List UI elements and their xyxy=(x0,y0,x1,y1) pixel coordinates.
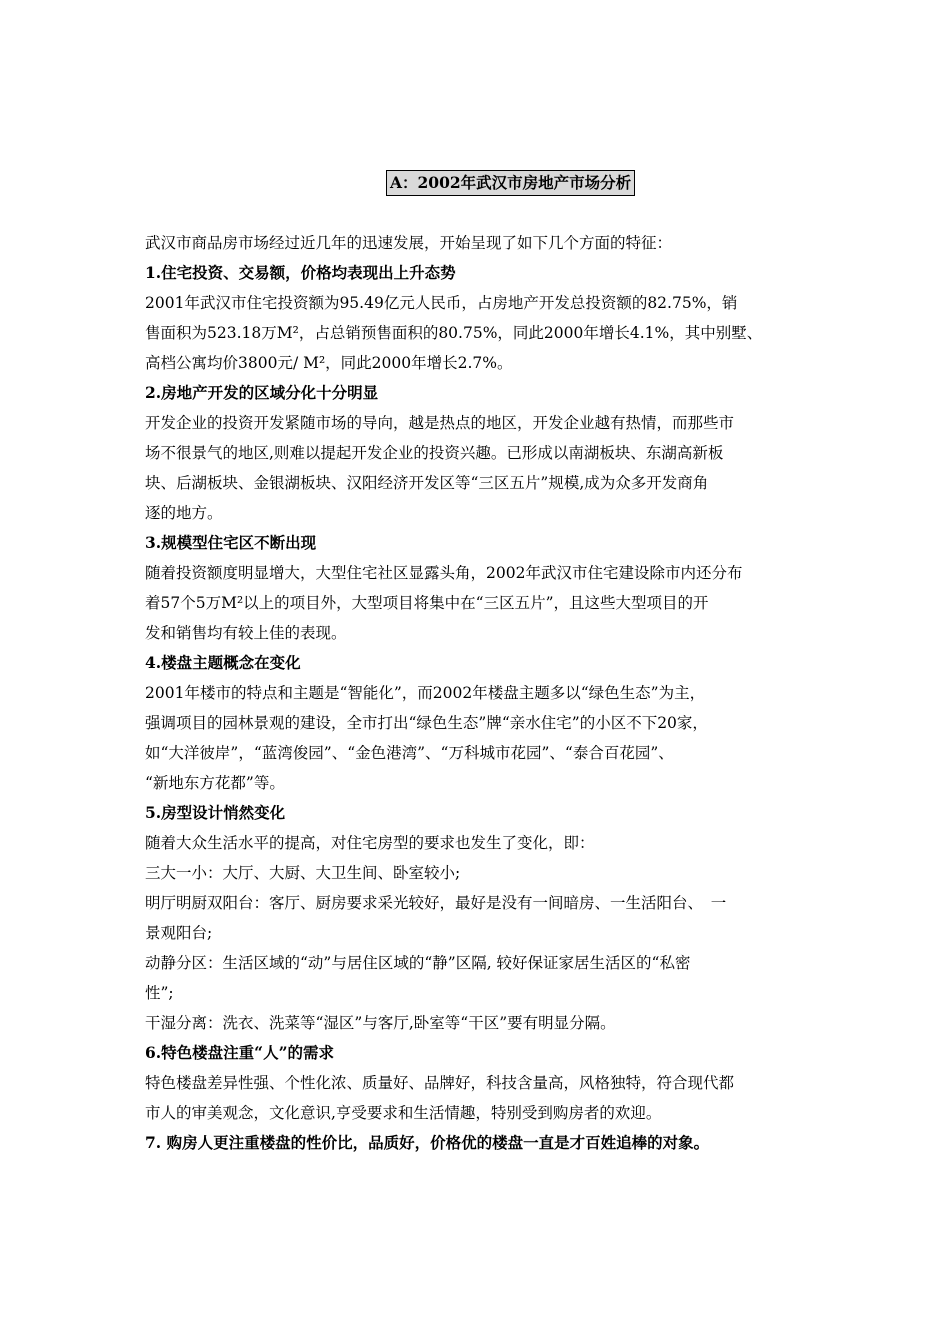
section-heading: 1.住宅投资、交易额，价格均表现出上升态势 xyxy=(145,263,456,282)
paragraph-line: 干湿分离：洗衣、洗菜等“湿区”与客厅,卧室等“干区”要有明显分隔。 xyxy=(145,1014,616,1032)
section-heading: 7. 购房人更注重楼盘的性价比，品质好，价格优的楼盘一直是才百姓追棒的对象。 xyxy=(145,1133,710,1152)
paragraph-line: 明厅明厨双阳台：客厅、厨房要求采光较好，最好是没有一间暗房、一生活阳台、 一 xyxy=(145,894,727,912)
paragraph-line: 场不很景气的地区,则难以提起开发企业的投资兴趣。已形成以南湖板块、东湖高新板 xyxy=(145,444,724,462)
paragraph-line: 三大一小：大厅、大厨、大卫生间、卧室较小; xyxy=(145,864,461,882)
paragraph-line: 高档公寓均价3800元/ M²，同此2000年增长2.7%。 xyxy=(145,354,513,372)
paragraph-line: 开发企业的投资开发紧随市场的导向，越是热点的地区，开发企业越有热情，而那些市 xyxy=(145,414,735,432)
paragraph-line: 性”; xyxy=(145,984,174,1002)
section-heading: 2.房地产开发的区域分化十分明显 xyxy=(145,383,379,402)
paragraph-line: 随着投资额度明显增大，大型住宅社区显露头角，2002年武汉市住宅建设除市内还分布 xyxy=(145,564,743,582)
section-heading: 3.规模型住宅区不断出现 xyxy=(145,533,317,552)
paragraph-line: 逐的地方。 xyxy=(145,504,223,522)
paragraph-line: 武汉市商品房市场经过近几年的迅速发展，开始呈现了如下几个方面的特征： xyxy=(145,234,673,252)
document-title: A：2002年武汉市房地产市场分析 xyxy=(386,170,635,196)
paragraph-line: 动静分区：生活区域的“动”与居住区域的“静”区隔, 较好保证家居生活区的“私密 xyxy=(145,954,691,972)
section-heading: 4.楼盘主题概念在变化 xyxy=(145,653,301,672)
paragraph-line: 特色楼盘差异性强、个性化浓、质量好、品牌好，科技含量高，风格独特，符合现代都 xyxy=(145,1074,735,1092)
paragraph-line: “新地东方花都”等。 xyxy=(145,774,285,792)
paragraph-line: 如“大洋彼岸”，“蓝湾俊园”、“金色港湾”、“万科城市花园”、“泰合百花园”、 xyxy=(145,744,674,762)
paragraph-line: 售面积为523.18万M²，占总销预售面积的80.75%，同此2000年增长4.1%，其中别墅、 xyxy=(145,324,763,342)
paragraph-line: 着57个5万M²以上的项目外，大型项目将集中在“三区五片”，且这些大型项目的开 xyxy=(145,594,709,612)
paragraph-line: 发和销售均有较上佳的表现。 xyxy=(145,624,347,642)
paragraph-line: 2001年楼市的特点和主题是“智能化”，而2002年楼盘主题多以“绿色生态”为主， xyxy=(145,684,706,702)
paragraph-line: 2001年武汉市住宅投资额为95.49亿元人民币，占房地产开发总投资额的82.75%，销 xyxy=(145,294,738,312)
paragraph-line: 随着大众生活水平的提高，对住宅房型的要求也发生了变化，即： xyxy=(145,834,595,852)
paragraph-line: 市人的审美观念，文化意识,亨受要求和生活情趣，特别受到购房者的欢迎。 xyxy=(145,1104,662,1122)
paragraph-line: 强调项目的园林景观的建设，全市打出“绿色生态”牌“亲水住宅”的小区不下20家， xyxy=(145,714,708,732)
paragraph-line: 块、后湖板块、金银湖板块、汉阳经济开发区等“三区五片”规模,成为众多开发商角 xyxy=(145,474,709,492)
document-body xyxy=(145,228,885,1158)
paragraph-line: 景观阳台; xyxy=(145,924,213,942)
section-heading: 6.特色楼盘注重“人”的需求 xyxy=(145,1043,335,1062)
section-heading: 5.房型设计悄然变化 xyxy=(145,803,286,822)
